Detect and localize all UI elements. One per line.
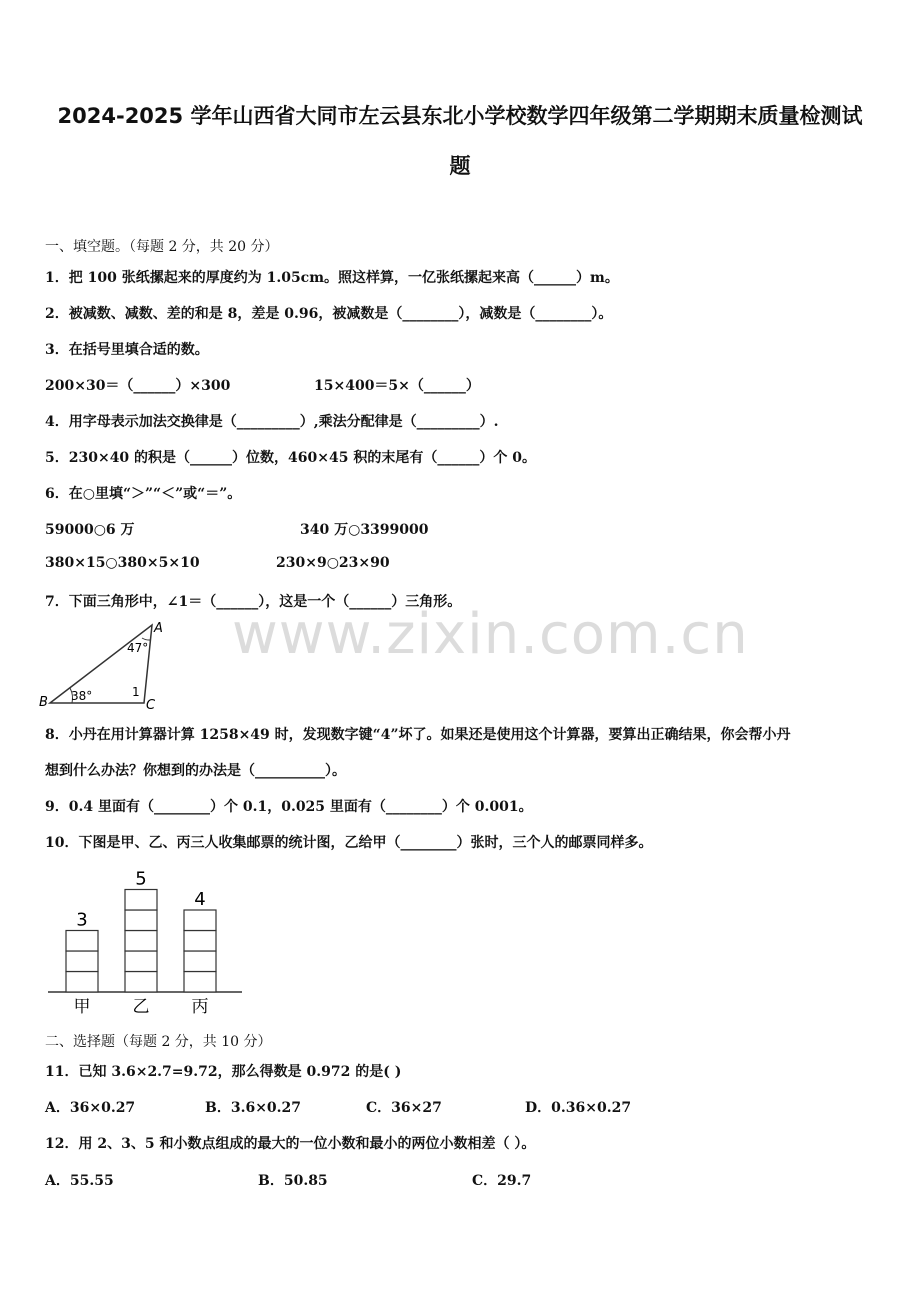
question-11-option-d: D．0.36×0.27: [525, 1100, 632, 1116]
bar-category-label: 甲: [73, 997, 91, 1017]
stamp-block: [125, 972, 157, 993]
stamp-block: [184, 931, 216, 952]
question-8-line2: 想到什么办法？你想到的办法是（__________）。: [45, 763, 346, 779]
watermark-text: www.zixin.com.cn: [232, 602, 749, 667]
bar-value-label: 4: [194, 889, 206, 910]
bar-category-label: 丙: [191, 997, 209, 1017]
question-7: 7．下面三角形中，∠1＝（______），这是一个（______）三角形。: [45, 594, 462, 610]
question-4: 4．用字母表示加法交换律是（_________）,乘法分配律是（_________）.: [45, 414, 499, 430]
question-3-part-a: 200×30＝（______）×300: [45, 378, 231, 394]
question-9: 9．0.4 里面有（________）个 0.1，0.025 里面有（________）个 0.001。: [45, 799, 533, 815]
angle-a-label: 47°: [127, 641, 149, 655]
stamp-block: [184, 910, 216, 931]
bar-category-label: 乙: [132, 997, 150, 1017]
bar-value-label: 3: [76, 909, 88, 931]
question-12-option-b: B．50.85: [258, 1173, 328, 1189]
question-3-part-b: 15×400＝5×（______）: [314, 378, 480, 394]
stamp-block: [125, 931, 157, 952]
angle-b-label: 38°: [71, 689, 93, 703]
section1-heading: 一、填空题。（每题 2 分，共 20 分）: [45, 239, 279, 255]
question-1: 1．把 100 张纸摞起来的厚度约为 1.05cm。照这样算，一亿张纸摞起来高（______）m。: [45, 270, 619, 286]
question-11: 11．已知 3.6×2.7=9.72，那么得数是 0.972 的是( ): [45, 1064, 402, 1080]
document-title-line2: 题: [449, 154, 471, 178]
bar-value-label: 5: [135, 868, 147, 890]
section2-heading: 二、选择题（每题 2 分，共 10 分）: [45, 1034, 272, 1050]
question-5: 5．230×40 的积是（______）位数，460×45 积的末尾有（______）个 0。: [45, 450, 536, 466]
question-6-part-a: 59000○6 万: [45, 522, 135, 538]
angle-1-label: 1: [132, 685, 140, 699]
stamp-block-chart: [44, 862, 248, 1022]
stamp-block: [184, 972, 216, 993]
stamp-block: [66, 931, 98, 952]
vertex-label-b: B: [39, 695, 48, 710]
vertex-label-c: C: [146, 698, 156, 710]
stamp-block: [66, 951, 98, 972]
question-11-option-b: B．3.6×0.27: [205, 1100, 302, 1116]
question-10: 10．下图是甲、乙、丙三人收集邮票的统计图，乙给甲（________）张时，三个人的邮票同样多。: [45, 835, 653, 851]
stamp-block: [184, 951, 216, 972]
stamp-block: [125, 910, 157, 931]
stamp-block: [125, 951, 157, 972]
question-6-part-d: 230×9○23×90: [276, 555, 390, 571]
question-8-line1: 8．小丹在用计算器计算 1258×49 时，发现数字键“4”坏了。如果还是使用这个计算器，要算出正确结果，你会帮小丹: [45, 727, 791, 743]
question-6-part-c: 380×15○380×5×10: [45, 555, 200, 571]
question-12: 12．用 2、3、5 和小数点组成的最大的一位小数和最小的两位小数相差（ ）。: [45, 1136, 536, 1152]
question-11-option-c: C．36×27: [366, 1100, 442, 1116]
question-6-part-b: 340 万○3399000: [300, 522, 429, 538]
document-title-line1: 2024-2025 学年山西省大同市左云县东北小学校数学四年级第二学期期末质量检测试: [57, 104, 863, 128]
stamp-block: [66, 972, 98, 993]
question-2: 2．被减数、减数、差的和是 8，差是 0.96，被减数是（________），减数是（________）。: [45, 306, 613, 322]
question-6: 6．在○里填“＞”“＜”或“＝”。: [45, 486, 242, 502]
vertex-label-a: A: [154, 621, 163, 636]
question-3: 3．在括号里填合适的数。: [45, 342, 209, 358]
stamp-block: [125, 890, 157, 911]
triangle-figure: [38, 618, 174, 710]
question-11-option-a: A．36×0.27: [45, 1100, 136, 1116]
question-12-option-a: A．55.55: [45, 1173, 114, 1189]
question-12-option-c: C．29.7: [472, 1173, 532, 1189]
